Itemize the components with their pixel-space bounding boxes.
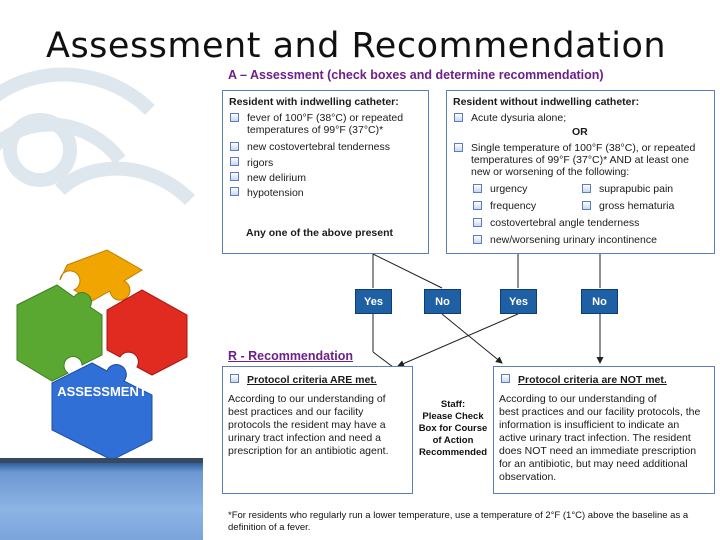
no-catheter-box [446, 90, 715, 254]
checkbox-criteria-met[interactable] [230, 374, 239, 383]
checkbox-hypotension[interactable] [230, 187, 239, 196]
item-fever-cont: temperatures of 99°F (37°C)* [247, 124, 384, 136]
decision-yes-catheter: Yes [355, 289, 392, 314]
staff-instruction [412, 399, 494, 459]
checkbox-urgency[interactable] [473, 184, 482, 193]
item-temperature-line2: temperatures of 99°F (37°C)* AND at least one [471, 154, 689, 166]
symptom-suprapubic: suprapubic pain [599, 183, 674, 195]
checkbox-incontinence[interactable] [473, 235, 482, 244]
checkbox-fever[interactable] [230, 113, 239, 122]
no-catheter-box-header: Resident without indwelling catheter: [453, 96, 640, 108]
criteria-met-line5: prescription for an antibiotic agent. [228, 445, 389, 457]
criteria-met-title: Protocol criteria ARE met. [247, 374, 377, 386]
decision-no-no-catheter: No [581, 289, 618, 314]
footnote [228, 510, 698, 534]
symptom-frequency: frequency [490, 200, 537, 212]
checkbox-dysuria[interactable] [454, 113, 463, 122]
puzzle-label: ASSESSMENT [57, 384, 147, 399]
decision-no-catheter: No [424, 289, 461, 314]
criteria-met-line1: According to our understanding of [228, 393, 386, 405]
criteria-met-box [222, 366, 413, 494]
checkbox-costovertebral[interactable] [230, 142, 239, 151]
staff-line2: Please Check [422, 411, 484, 422]
item-fever: fever of 100°F (38°C) or repeated [247, 112, 404, 124]
item-temperature-line1: Single temperature of 100°F (38°C), or repeated [471, 142, 696, 154]
catheter-box-header: Resident with indwelling catheter: [229, 96, 399, 108]
item-costovertebral: new costovertebral tenderness [247, 141, 390, 153]
assessment-heading: A – Assessment (check boxes and determine recommendation) [228, 68, 604, 82]
recommendation-heading [228, 349, 353, 363]
criteria-not-met-line5: does NOT need an immediate prescription [499, 445, 697, 457]
checkbox-cva-tenderness[interactable] [473, 218, 482, 227]
checkbox-suprapubic[interactable] [582, 184, 591, 193]
criteria-met-line3: protocols the resident may have a [228, 419, 386, 431]
symptom-hematuria: gross hematuria [599, 200, 675, 212]
checkbox-criteria-not-met[interactable] [501, 374, 510, 383]
criteria-met-line2: best practices and our facility [228, 406, 364, 418]
decision-yes-no-catheter: Yes [500, 289, 537, 314]
slide-title: Assessment and Recommendation [46, 26, 667, 66]
item-hypotension: hypotension [247, 187, 304, 199]
staff-line1: Staff: [440, 399, 466, 410]
footnote-line2: definition of a fever. [228, 522, 311, 533]
footnote-line1: *For residents who regularly run a lower temperature, use a temperature of 2°F (1°C) above the baseline as a [228, 510, 689, 521]
symptom-urgency: urgency [490, 183, 528, 195]
criteria-not-met-line4: active urinary tract infection. The resident [499, 432, 691, 444]
item-delirium: new delirium [247, 172, 306, 184]
symptom-incontinence: new/worsening urinary incontinence [490, 234, 657, 246]
criteria-met-line4: urinary tract infection and need a [228, 432, 381, 444]
checkbox-temperature[interactable] [454, 143, 463, 152]
staff-line4: of Action [432, 435, 474, 446]
symptom-cva-tenderness: costovertebral angle tenderness [490, 217, 640, 229]
catheter-box-footer: Any one of the above present [246, 227, 394, 239]
criteria-not-met-line1: According to our understanding of [499, 393, 657, 405]
criteria-not-met-line3: information is insufficient to indicate an [499, 419, 680, 431]
staff-line3: Box for Course [418, 423, 488, 434]
recommendation-heading-text: R - Recommendation [228, 349, 354, 363]
checkbox-frequency[interactable] [473, 201, 482, 210]
criteria-not-met-box [493, 366, 715, 494]
criteria-not-met-line7: observation. [499, 471, 557, 483]
checkbox-rigors[interactable] [230, 157, 239, 166]
checkbox-hematuria[interactable] [582, 201, 591, 210]
criteria-not-met-line6: for an antibiotic, but may need additional [499, 458, 688, 470]
item-temperature-line3: new or worsening of the following: [471, 166, 630, 178]
criteria-not-met-line2: best practices and our facility protocols, the [499, 406, 701, 418]
item-dysuria: Acute dysuria alone; [471, 112, 567, 124]
staff-line5: Recommended [418, 447, 488, 458]
catheter-box [222, 90, 429, 254]
criteria-not-met-title: Protocol criteria are NOT met. [518, 374, 667, 386]
checkbox-delirium[interactable] [230, 172, 239, 181]
or-label: OR [572, 126, 588, 138]
item-rigors: rigors [247, 157, 274, 169]
